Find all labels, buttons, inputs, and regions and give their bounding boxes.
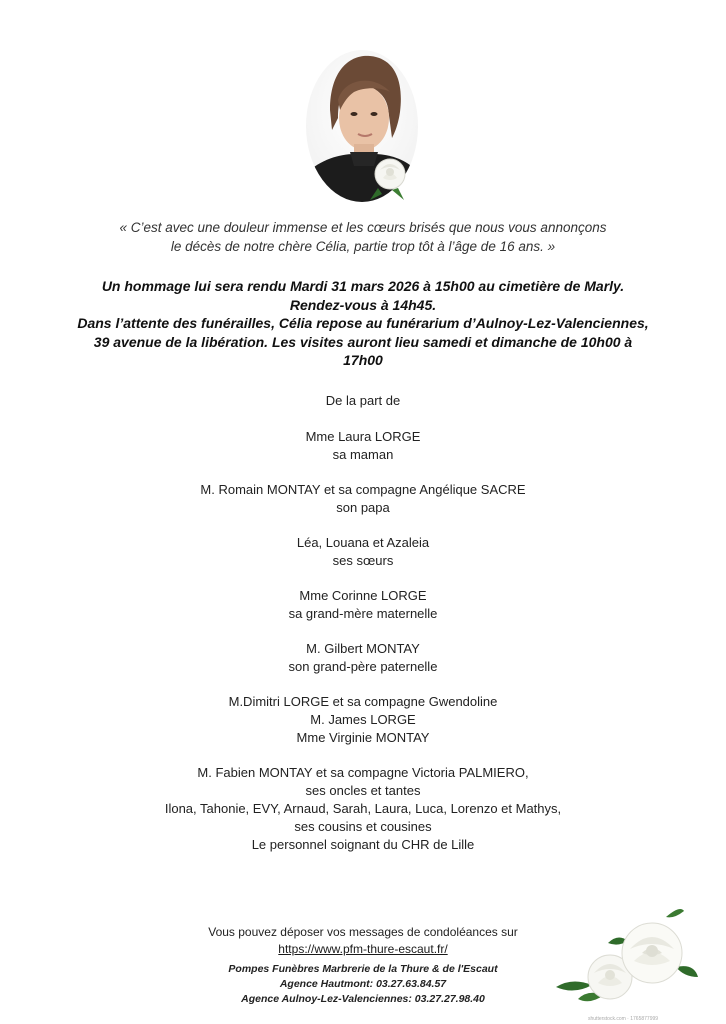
- sisters-names: Léa, Louana et Azaleia: [296, 535, 430, 550]
- grandmother-name: Mme Corinne LORGE: [299, 588, 427, 603]
- mother-name: Mme Laura LORGE: [305, 429, 421, 444]
- ceremony-line-4: 39 avenue de la libération. Les visites auront lieu samedi et dimanche de 10h00 à: [93, 333, 633, 350]
- company-name: Pompes Funèbres Marbrerie de la Thure & de l'Escaut: [228, 963, 498, 975]
- quote-line-2: le décès de notre chère Célia, partie trop tôt à l’âge de 16 ans. »: [170, 239, 556, 254]
- white-roses-bouquet-icon: [548, 903, 708, 1013]
- ceremony-line-5: 17h00: [343, 352, 383, 368]
- father-role: son papa: [336, 500, 390, 515]
- grandfather-role: son grand-père paternelle: [288, 659, 438, 674]
- grandfather-name: M. Gilbert MONTAY: [306, 641, 420, 656]
- family-list: [0, 392, 726, 854]
- condolences-text: Vous pouvez déposer vos messages de condoléances sur: [208, 925, 518, 939]
- image-credit: shutterstock.com · 1765877999: [588, 1016, 659, 1022]
- condolences-link[interactable]: https://www.pfm-thure-escaut.fr/: [278, 942, 448, 956]
- quote-line-1: « C’est avec une douleur immense et les cœurs brisés que nous vous annonçons: [119, 220, 607, 235]
- cousins-names: Ilona, Tahonie, EVY, Arnaud, Sarah, Laura, Luca, Lorenzo et Mathys,: [164, 801, 562, 816]
- ceremony-line-3: Dans l’attente des funérailles, Célia repose au funérarium d’Aulnoy-Lez-Valenciennes,: [77, 315, 649, 331]
- cousins-role: ses cousins et cousines: [294, 819, 432, 834]
- ceremony-line-2: Rendez-vous à 14h45.: [289, 296, 437, 313]
- agency-hautmont: Agence Hautmont: 03.27.63.84.57: [279, 978, 447, 990]
- portrait-photo-icon: [304, 48, 420, 204]
- uncles-role: ses oncles et tantes: [305, 783, 421, 798]
- relative-2: M. James LORGE: [310, 712, 416, 727]
- ceremony-details: [0, 277, 726, 370]
- ceremony-line-1: Un hommage lui sera rendu Mardi 31 mars 2026 à 15h00 au cimetière de Marly.: [101, 278, 625, 294]
- uncle-name: M. Fabien MONTAY et sa compagne Victoria PALMIERO,: [197, 765, 529, 780]
- relative-1: M.Dimitri LORGE et sa compagne Gwendoline: [228, 694, 498, 709]
- mother-role: sa maman: [332, 447, 394, 462]
- family-intro: De la part de: [325, 393, 401, 408]
- agency-aulnoy: Agence Aulnoy-Lez-Valenciennes: 03.27.27.98.40: [241, 993, 485, 1005]
- staff-line: Le personnel soignant du CHR de Lille: [251, 837, 475, 852]
- relative-3: Mme Virginie MONTAY: [296, 730, 430, 745]
- sisters-role: ses sœurs: [332, 553, 394, 568]
- grandmother-role: sa grand-mère maternelle: [288, 606, 438, 621]
- father-name: M. Romain MONTAY et sa compagne Angélique SACRE: [200, 482, 526, 497]
- opening-quote: [0, 218, 726, 256]
